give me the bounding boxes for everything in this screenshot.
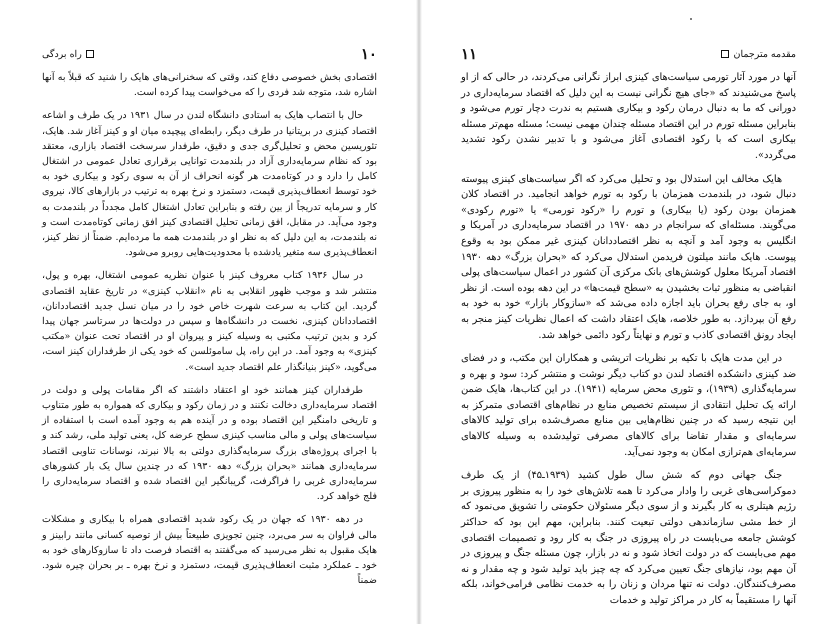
paragraph: در سال ۱۹۳۶ کتاب معروف کینز با عنوان نظریه عمومی اشتغال، بهره و پول، منتشر شد و موجب ظهور انقلابی به نام «انقلاب کینزی» در تاریخ عقاید اقتصادی گردید. این کتاب به سرعت شهرت خاص خود را در میان نسل جدید اقتصاددانان، اقتصاددانان کینزی، نخست در دانشگاه‌ها و سپس در دولت‌ها در سرتاسر جهان پیدا کرد و بدین ترتیب مکتبی به وسیله کینز و پیروان او در اقتصاد تحت عنوان «مکتب کینزی» به وجود آمد. در این راه، پل ساموئلسن که خود یکی از طرفداران کینز است، می‌گوید، «کینز بنیانگذار علم اقتصاد جدید است». (42, 270, 377, 373)
scan-dot (690, 18, 692, 20)
square-bullet-icon (721, 50, 729, 58)
square-bullet-icon (86, 50, 94, 58)
paragraph: طرفداران کینز همانند خود او اعتقاد داشتند که اگر مقامات پولی و دولت در اقتصاد سرمایه‌داری دخالت نکنند و در زمان رکود و بیکاری که همواره به طور متناوب و تاریخی دامنگیر این اقتصاد بوده و در آینده هم به وجود آمده است با استفاده از سیاست‌های پولی و مالی مناسب کینزی سطح عرضه کل، یعنی تولید ملی، رشد کند و با اجرای پروژه‌های بزرگ سرمایه‌گذاری دولتی به بالا نبرند، نوسانات تناوبی اقتصاد سرمایه‌داری همانند «بحران بزرگ» دهه ۱۹۳۰ که در چندین سال یک بار کشورهای سرمایه‌داری غربی را فراگرفت، گریبانگیر این اقتصاد شده و اقتصاد سرمایه‌داری را فلج خواهد کرد. (42, 384, 377, 503)
right-page-header (461, 46, 796, 62)
page-number: ۱۱ (461, 45, 478, 63)
paragraph: آنها در مورد آثار تورمی سیاست‌های کینزی ابراز نگرانی می‌کردند، در حالی که از او پاسخ می‌شنیدند که «جای هیچ نگرانی نیست به این دلیل که اقتصاد سرمایه‌داری در دورانی که ما به دنبال درمان رکود و بیکاری هستیم به ندرت دچار تورم می‌شود و بنابراین مسئله تورم در این اقتصاد مسئله چندان مهمی نیست؛ مسئله مهم‌تر مسئله بیکاری است که با رکود اقتصادی آغاز می‌شود و با تدبیر نشدن رکود تشدید می‌گردد». (461, 72, 796, 161)
page-number: ۱۰ (360, 45, 377, 63)
paragraph: جنگ جهانی دوم که شش سال طول کشید (۱۹۳۹ـ۴۵) از یک طرف دموکراسی‌های غربی را وادار می‌کرد تا همه تلاش‌های خود را به منظور پیروزی بر رژیم هیتلری به کار بگیرند و از سوی دیگر مسئولان حکومتی را تشویق می‌نمود که از خط مشی سازماندهی دولتی تبعیت کنند. بنابراین، مهم این بود که حداکثر کوشش جامعه می‌بایست در راه پیروزی در جنگ به کار رود و تصمیمات اقتصادی مهم می‌بایست که در دولت اتخاذ شود و نه در بازار، چون مسئله جنگ و پیروزی در آن مهم بود، نیازهای جنگ تعیین می‌کرد که چه چیز باید تولید شود و چه مقدار و نه مصرف‌کنندگان. دولت نه تنها مردان و زنان را به خدمت نظامی فرامی‌خواند، بلکه آنها را مستقیماً به کار در مراکز تولید و خدمات (461, 470, 796, 606)
body-text (461, 70, 796, 609)
paragraph: هایک مخالف این استدلال بود و تحلیل می‌کرد که اگر سیاست‌های کینزی پیوسته دنبال شود، در بلندمدت همزمان با رکود به تورم خواهد انجامید. در اقتصاد کلان همزمان بودن رکود (یا بیکاری) و تورم را «رکود تورمی» یا «تورم رکودی» می‌گویند. مسئله‌ای که سرانجام در دهه ۱۹۷۰ در اقتصاد سرمایه‌داری در آمریکا و انگلیس به وجود آمد و آنچه به نظر اقتصاددانان کینزی غیر ممکن بود به وقوع پیوست. هایک مانند میلتون فریدمن استدلال می‌کرد که «بحران بزرگ» دهه ۱۹۳۰ اقتصاد آمریکا معلول کوشش‌های بانک مرکزی آن کشور در اعمال سیاست‌های پولی انقباضی به منظور ثبات بخشیدن به «سطح قیمت‌ها» در این دهه بوده است. از نظر او، به جای رفع بحران باید اجازه داده می‌شد که «سازوکار بازار» خود به خود به رفع آن بپردازد. به طور خلاصه، هایک اعتقاد داشت که اعمال نظریات کینز منجر به ایجاد رونق اقتصادی کاذب و تورم و نهایتاً رکود دائمی خواهد شد. (461, 173, 797, 341)
left-page-header (42, 46, 377, 62)
paragraph: در این مدت هایک با تکیه بر نظریات اتریشی و همکاران این مکتب، و در فضای ضد کینزی دانشکده اقتصاد لندن دو کتاب دیگر نوشت و منتشر کرد: سود و بهره و سرمایه‌گذاری (۱۹۳۹)، و تئوری محض سرمایه (۱۹۴۱). در این کتاب‌ها، هایک ضمن ارائه یک تحلیل انتقادی از سیستم تخصیص منابع در نظام‌های اقتصادی متمرکز به این نتیجه رسید که در چنین نظام‌هایی بین منابع مصرف‌شده برای تولید کالاهای سرمایه‌ای و مقدار تقاضا برای کالاهای مصرفی تولیدشده به وسیله کالاهای سرمایه‌ای هم‌ترازی امکان به وجود نمی‌آید. (461, 353, 796, 458)
running-title-text: راه بردگی (42, 48, 82, 60)
right-page (419, 0, 838, 624)
running-title (721, 49, 796, 60)
body-text (42, 70, 377, 589)
paragraph: اقتصادی بخش خصوصی دفاع کند، وقتی که سخنرانی‌های هایک را شنید که قبلاً به آنها اشاره شد، متوجه شد فردی را که می‌خواست پیدا کرده است. (42, 72, 377, 99)
gutter-shadow (419, 0, 422, 624)
running-title-text: مقدمه مترجمان (733, 48, 796, 60)
paragraph: در دهه ۱۹۳۰ که جهان در یک رکود شدید اقتصادی همراه با بیکاری و مشکلات مالی فراوان به سر می‌برد، چنین تجویزی طبیعتاً بیش از توصیه کسانی مانند رابینز و هایک مقبول به نظر می‌رسید که می‌گفتند به اقتصاد فرصت داد تا سازوکارهای خود به خود ـ عملکرد مثبت انعطاف‌پذیری قیمت، دستمزد و نرخ بهره ـ بر بحران چیره شود. ضمناً (42, 514, 377, 587)
running-title (42, 49, 94, 60)
paragraph: حال با انتصاب هایک به استادی دانشگاه لندن در سال ۱۹۳۱ در یک طرف و اشاعه اقتصاد کینزی در بریتانیا در طرف دیگر، رابطه‌ای پیچیده میان او و کینز آغاز شد. هایک، تئوریسین محض و تحلیل‌گری جدی و دقیق، طرفدار سرسخت اقتصاد بازاری، معتقد بود که نظام سرمایه‌داری آزاد در بلندمدت توانایی برقراری تعادل عمومی در اشتغال کامل را دارد و در کوتاه‌مدت هر گونه انحراف از آن به سوی رکود و بیکاری خود به خود توسط انعطاف‌پذیری قیمت، دستمزد و نرخ بهره به ترتیب در بازارهای کالا، نیروی کار و سرمایه تدریجاً از بین رفته و بنابراین تعادل اشتغال کامل مجدداً در بلندمدت به وجود می‌آید. در مقابل، افق زمانی تحلیل اقتصادی کینز افق زمانی کوتاه‌مدت است و نه بلندمدت، به این دلیل که به نظر او در بلندمدت همه ما مرده‌ایم. ضمناً از نظر کینز، انعطاف‌پذیری سه متغیر یادشده با محدودیت‌هایی روبرو می‌شود. (42, 110, 377, 259)
